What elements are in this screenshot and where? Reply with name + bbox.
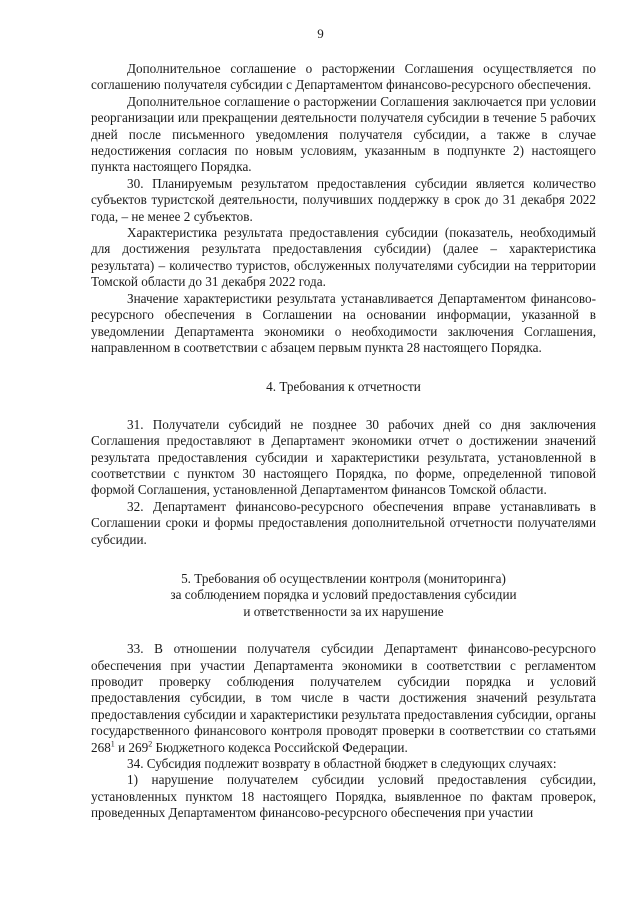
footnote-sup-2: 2 — [148, 739, 153, 749]
paragraph-32: 32. Департамент финансово-ресурсного обеспечения вправе устанавливать в Соглашении сроки и формы предоставления дополнительной отчетности получателями субсидии. — [91, 498, 596, 547]
paragraph-termination-procedure: Дополнительное соглашение о расторжении Соглашения осуществляется по соглашению получателя субсидии с Департаментом финансово-ресурсного обеспечения. — [91, 61, 596, 93]
paragraph-33 — [91, 641, 596, 756]
paragraph-termination-conditions: Дополнительное соглашение о расторжении Соглашения заключается при условии реорганизации или прекращении деятельности получателя субсидии в течение 5 рабочих дней после письменного уведомления получателя субсидии, а также в случае недостижения согласия по новым условиям, указанным в подпункте 2) настоящего пункта настоящего Порядка. — [91, 93, 596, 175]
spacer — [91, 620, 596, 641]
paragraph-30-planned-result: 30. Планируемым результатом предоставления субсидии является количество субъектов туристской деятельности, получивших поддержку в срок до 31 декабря 2022 года, – не менее 2 субъектов. — [91, 175, 596, 224]
paragraph-33-text: 33. В отношении получателя субсидии Департамент финансово-ресурсного обеспечения при участии Департамента экономики в соответствии с регламентом проводит проверку соблюдения получателем субсидии порядка и условий предоставления субсидии, в том числе в части достижения значений результата предоставления субсидии и характеристики результата предоставления субсидии, органы государственного финансового контроля проводят проверки в соответствии со статьями 268 — [91, 641, 596, 755]
section-4-heading: 4. Требования к отчетности — [266, 379, 421, 395]
paragraph-31: 31. Получатели субсидий не позднее 30 рабочих дней со дня заключения Соглашения предоставляют в Департамент экономики отчет о достижении значений результата предоставления субсидии и характеристики результата, установленной в соответствии с пунктом 30 настоящего Порядка, по форме, определенной типовой формой Соглашения, установленной Департаментом финансов Томской области. — [91, 416, 596, 498]
paragraph-33-end: Бюджетного кодекса Российской Федерации. — [152, 739, 408, 755]
paragraph-33-and: и 269 — [114, 739, 149, 755]
paragraph-result-characteristic: Характеристика результата предоставления субсидии (показатель, необходимый для достижения результата предоставления субсидии) (далее – характеристика результата) – количество туристов, обслуженных получателями субсидии на территории Томской области до 31 декабря 2022 года. — [91, 225, 596, 290]
page-number: 9 — [317, 26, 324, 41]
paragraph-34-item-1: 1) нарушение получателем субсидии условий предоставления субсидии, установленных пунктом 18 настоящего Порядка, выявленное по фактам проверок, проведенных Департаментом финансово-ресурсного обеспечения при участии — [91, 772, 596, 821]
spacer — [91, 356, 596, 379]
section-5-heading-line-1: 5. Требования об осуществлении контроля (мониторинга) — [181, 570, 506, 586]
paragraph-34: 34. Субсидия подлежит возврату в областной бюджет в следующих случаях: — [127, 756, 557, 772]
paragraph-characteristic-value: Значение характеристики результата устанавливается Департаментом финансово-ресурсного обеспечения в Соглашении на основании информации, указанной в уведомлении Департамента экономики о необходимости заключения Соглашения, направленном в соответствии с абзацем первым пункта 28 настоящего Порядка. — [91, 290, 596, 355]
section-5-heading-line-2: за соблюдением порядка и условий предоставления субсидии — [170, 587, 517, 603]
footnote-sup-1: 1 — [110, 739, 115, 749]
section-5-heading-line-3: и ответственности за их нарушение — [243, 603, 444, 619]
spacer — [91, 548, 596, 571]
spacer — [91, 396, 596, 417]
